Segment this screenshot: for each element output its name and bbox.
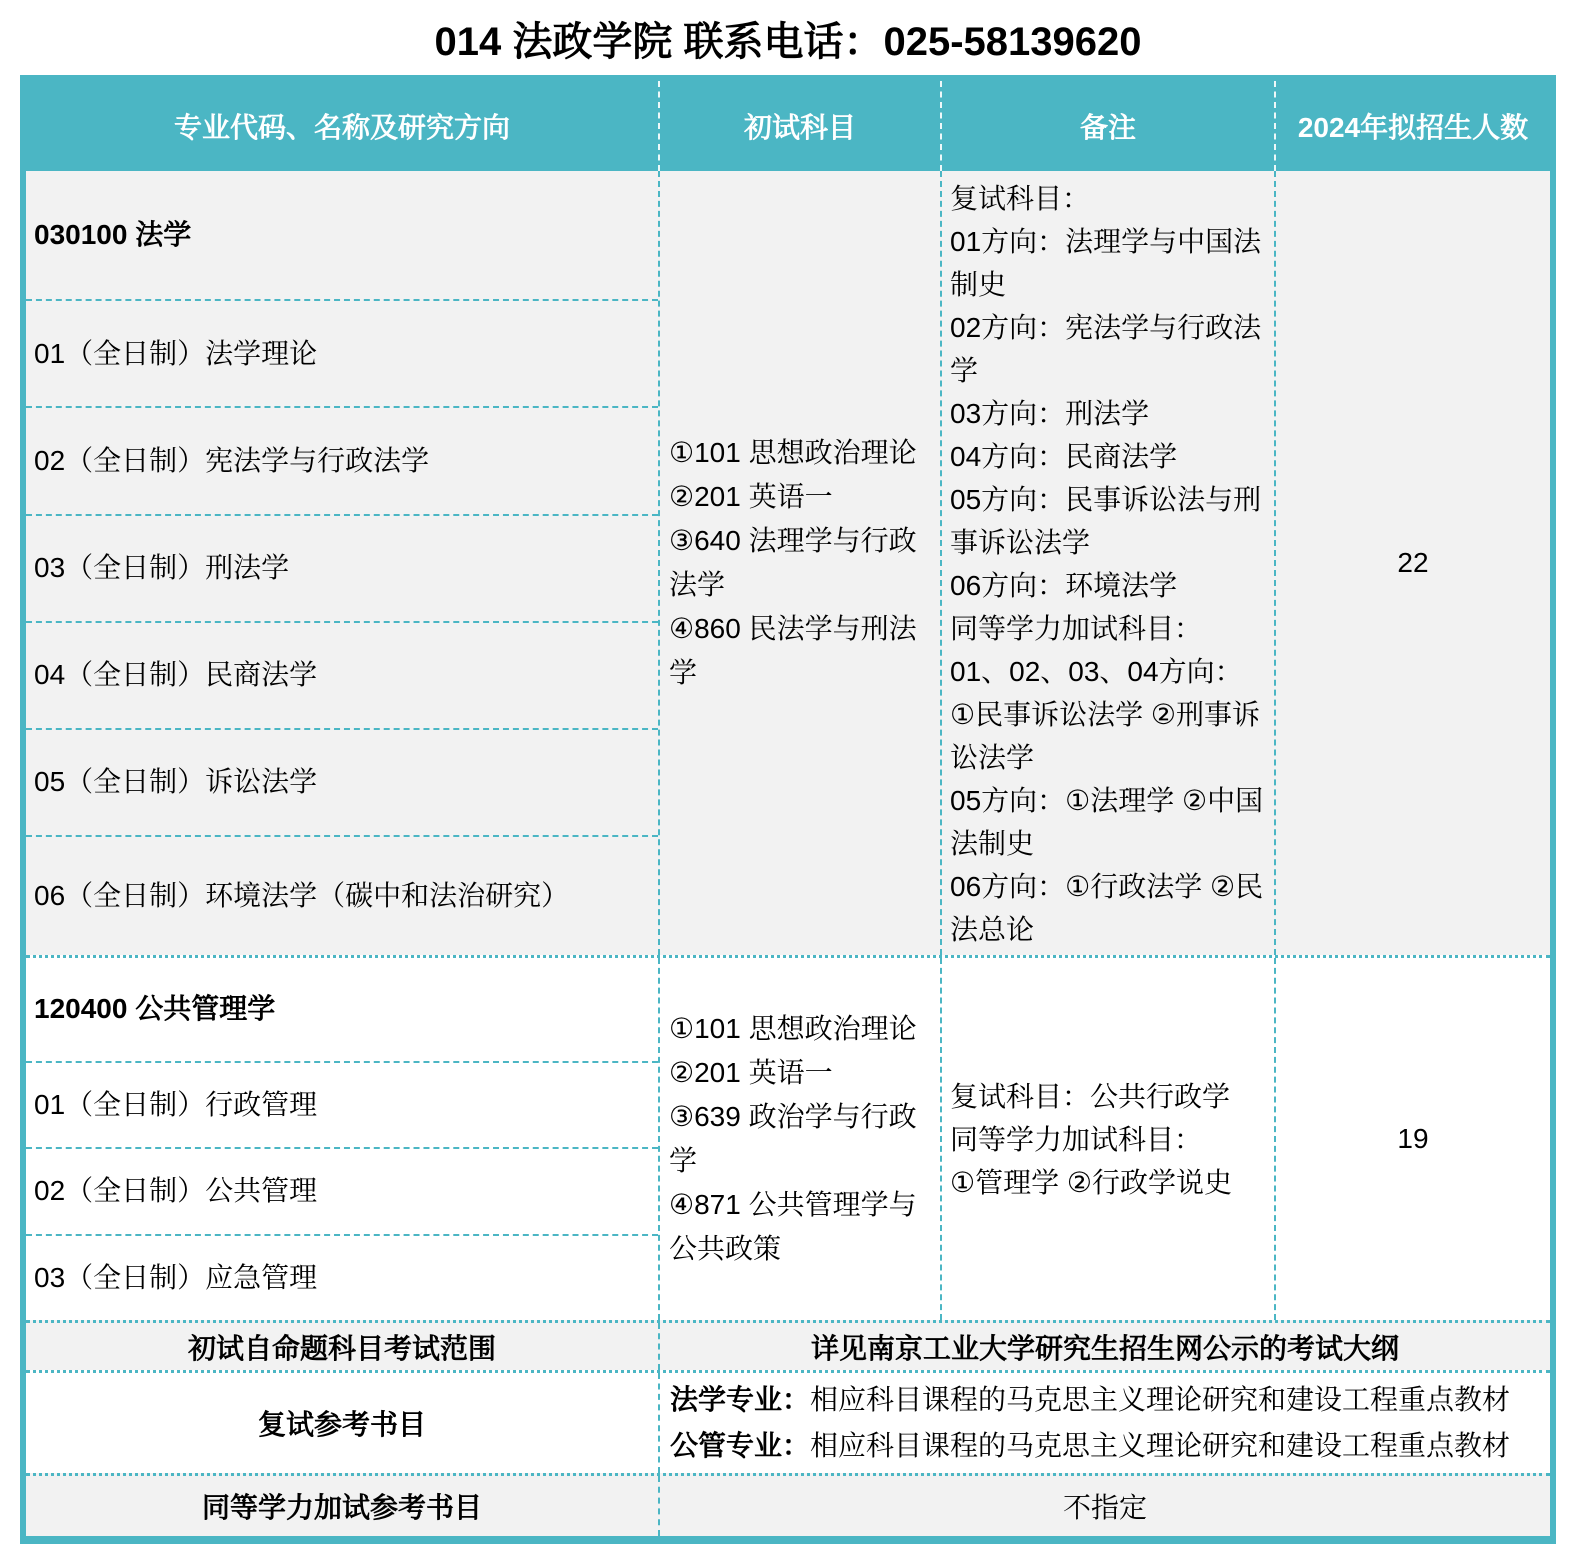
direction-row: 04（全日制）民商法学 bbox=[26, 621, 658, 728]
footer-label: 复试参考书目 bbox=[257, 1409, 426, 1440]
table-header-row bbox=[26, 81, 1550, 171]
reference-text: 相应科目课程的马克思主义理论研究和建设工程重点教材 bbox=[810, 1384, 1511, 1415]
section-law bbox=[26, 171, 1550, 955]
header-col-exam-subjects: 初试科目 bbox=[658, 81, 940, 171]
footer-row-supplementary-books bbox=[26, 1473, 1550, 1536]
program-code-cell: 120400 公共管理学 bbox=[34, 993, 276, 1025]
remarks-cell: 复试科目： 01方向：法理学与中国法制史 02方向：宪法学与行政法学 03方向：刑法学 04方向：民商法学 05方向：民事诉讼法与刑事诉讼法学 06方向：环境法学 同等学力加试科目： 01、02、03、04方向： ①民事诉讼法学 ②刑事诉讼法学 05方向：①法理学 ②中国法制史 06方向：①行政法学 ②民法总论 bbox=[940, 171, 1274, 955]
direction-row: 01（全日制）行政管理 bbox=[26, 1061, 658, 1147]
direction-row: 01（全日制）法学理论 bbox=[26, 299, 658, 406]
major-label: 公管专业： bbox=[670, 1430, 811, 1461]
enrollment-count-cell: 19 bbox=[1274, 958, 1550, 1320]
footer-label: 同等学力加试参考书目 bbox=[201, 1492, 482, 1523]
section-law-directions-column bbox=[26, 171, 658, 955]
reference-text: 相应科目课程的马克思主义理论研究和建设工程重点教材 bbox=[810, 1430, 1511, 1461]
enrollment-count-cell: 22 bbox=[1274, 171, 1550, 955]
program-code-cell: 030100 法学 bbox=[34, 218, 192, 250]
reference-line bbox=[670, 1377, 1550, 1423]
reference-line bbox=[670, 1423, 1550, 1469]
direction-row: 03（全日制）刑法学 bbox=[26, 514, 658, 621]
exam-subjects-cell: ①101 思想政治理论 ②201 英语一 ③639 政治学与行政学 ④871 公共管理学与公共政策 bbox=[658, 958, 940, 1320]
footer-row-reference-books bbox=[26, 1370, 1550, 1473]
section-public-admin bbox=[26, 955, 1550, 1320]
header-col-remarks: 备注 bbox=[940, 81, 1274, 171]
section-public-admin-directions-column bbox=[26, 958, 658, 1320]
major-label: 法学专业： bbox=[670, 1384, 811, 1415]
exam-subjects-cell: ①101 思想政治理论 ②201 英语一 ③640 法理学与行政法学 ④860 民法学与刑法学 bbox=[658, 171, 940, 955]
footer-value: 不指定 bbox=[658, 1476, 1550, 1536]
direction-row: 02（全日制）宪法学与行政法学 bbox=[26, 406, 658, 513]
direction-row: 05（全日制）诉讼法学 bbox=[26, 728, 658, 835]
remarks-cell: 复试科目：公共行政学 同等学力加试科目： ①管理学 ②行政学说史 bbox=[940, 958, 1274, 1320]
direction-row: 02（全日制）公共管理 bbox=[26, 1147, 658, 1233]
header-col-major: 专业代码、名称及研究方向 bbox=[173, 112, 510, 143]
footer-label: 初试自命题科目考试范围 bbox=[187, 1332, 496, 1364]
page-title: 014 法政学院 联系电话：025-58139620 bbox=[434, 20, 1142, 64]
footer-row-exam-scope bbox=[26, 1320, 1550, 1370]
admissions-table bbox=[20, 75, 1556, 1544]
footer-value bbox=[658, 1373, 1550, 1473]
direction-row: 06（全日制）环境法学（碳中和法治研究） bbox=[26, 835, 658, 955]
header-col-enrollment: 2024年拟招生人数 bbox=[1274, 81, 1550, 171]
direction-row: 03（全日制）应急管理 bbox=[26, 1234, 658, 1320]
footer-value: 详见南京工业大学研究生招生网公示的考试大纲 bbox=[658, 1323, 1550, 1370]
